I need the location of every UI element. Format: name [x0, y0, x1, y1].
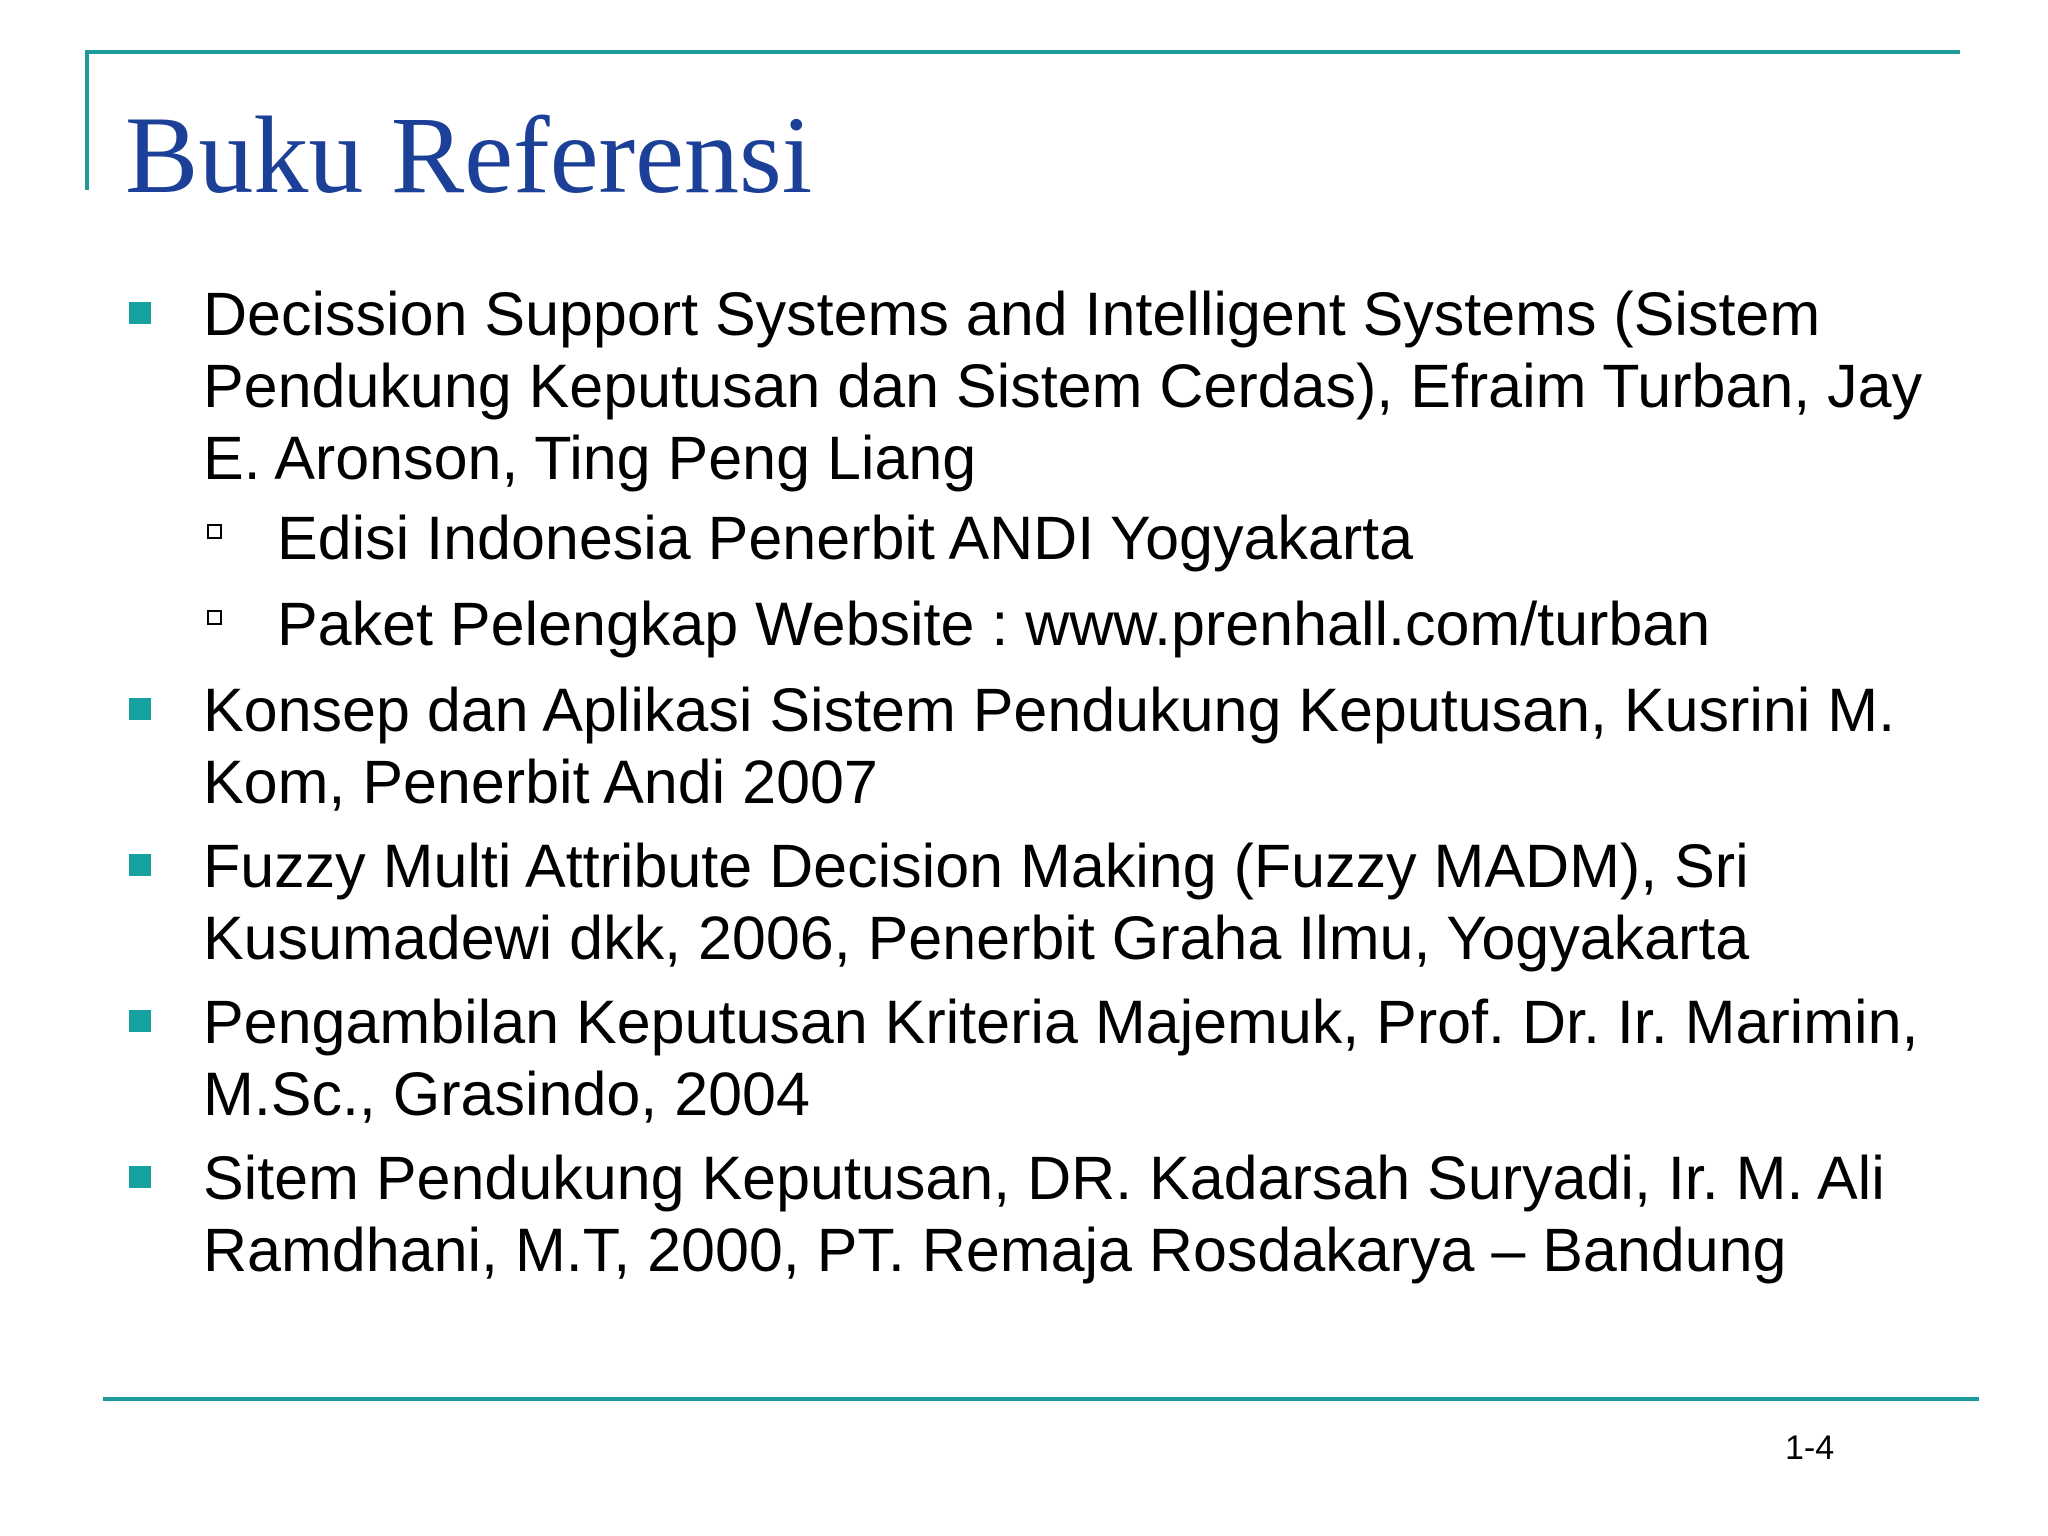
square-bullet-icon: [129, 1010, 151, 1032]
square-bullet-icon: [129, 302, 151, 324]
reference-text: Decission Support Systems and Intelligent Systems (Sistem Pendukung Keputusan dan Sistem Cerdas), Efraim Turban, Jay E. Aronson, Ting Peng Liang: [203, 280, 1923, 492]
reference-item: [125, 830, 1960, 974]
reference-sub-text: Edisi Indonesia Penerbit ANDI Yogyakarta: [277, 504, 1414, 572]
frame-left-line: [85, 50, 89, 190]
frame-top-line: [85, 50, 1960, 54]
reference-item: [125, 674, 1960, 818]
hollow-square-bullet-icon: [207, 524, 222, 539]
square-bullet-icon: [129, 854, 151, 876]
reference-list: [125, 278, 1960, 1298]
hollow-square-bullet-icon: [207, 610, 222, 625]
square-bullet-icon: [129, 1166, 151, 1188]
reference-text: Pengambilan Keputusan Kriteria Majemuk, Prof. Dr. Ir. Marimin, M.Sc., Grasindo, 2004: [203, 988, 1919, 1128]
reference-sub-item: [203, 502, 1960, 574]
slide-title: Buku Referensi: [125, 94, 813, 216]
reference-text: Konsep dan Aplikasi Sistem Pendukung Keputusan, Kusrini M. Kom, Penerbit Andi 2007: [203, 676, 1896, 816]
frame-bottom-line: [103, 1397, 1979, 1401]
reference-item: [125, 278, 1960, 660]
square-bullet-icon: [129, 698, 151, 720]
reference-item: [125, 1142, 1960, 1286]
page-number: 1-4: [1785, 1429, 1835, 1467]
reference-sub-text: Paket Pelengkap Website : www.prenhall.com/turban: [277, 590, 1711, 658]
reference-sub-item: [203, 588, 1960, 660]
reference-sub-list: [203, 502, 1960, 660]
reference-item: [125, 986, 1960, 1130]
reference-text: Sitem Pendukung Keputusan, DR. Kadarsah Suryadi, Ir. M. Ali Ramdhani, M.T, 2000, PT. Remaja Rosdakarya – Bandung: [203, 1144, 1885, 1284]
reference-text: Fuzzy Multi Attribute Decision Making (Fuzzy MADM), Sri Kusumadewi dkk, 2006, Penerbit Graha Ilmu, Yogyakarta: [203, 832, 1750, 972]
